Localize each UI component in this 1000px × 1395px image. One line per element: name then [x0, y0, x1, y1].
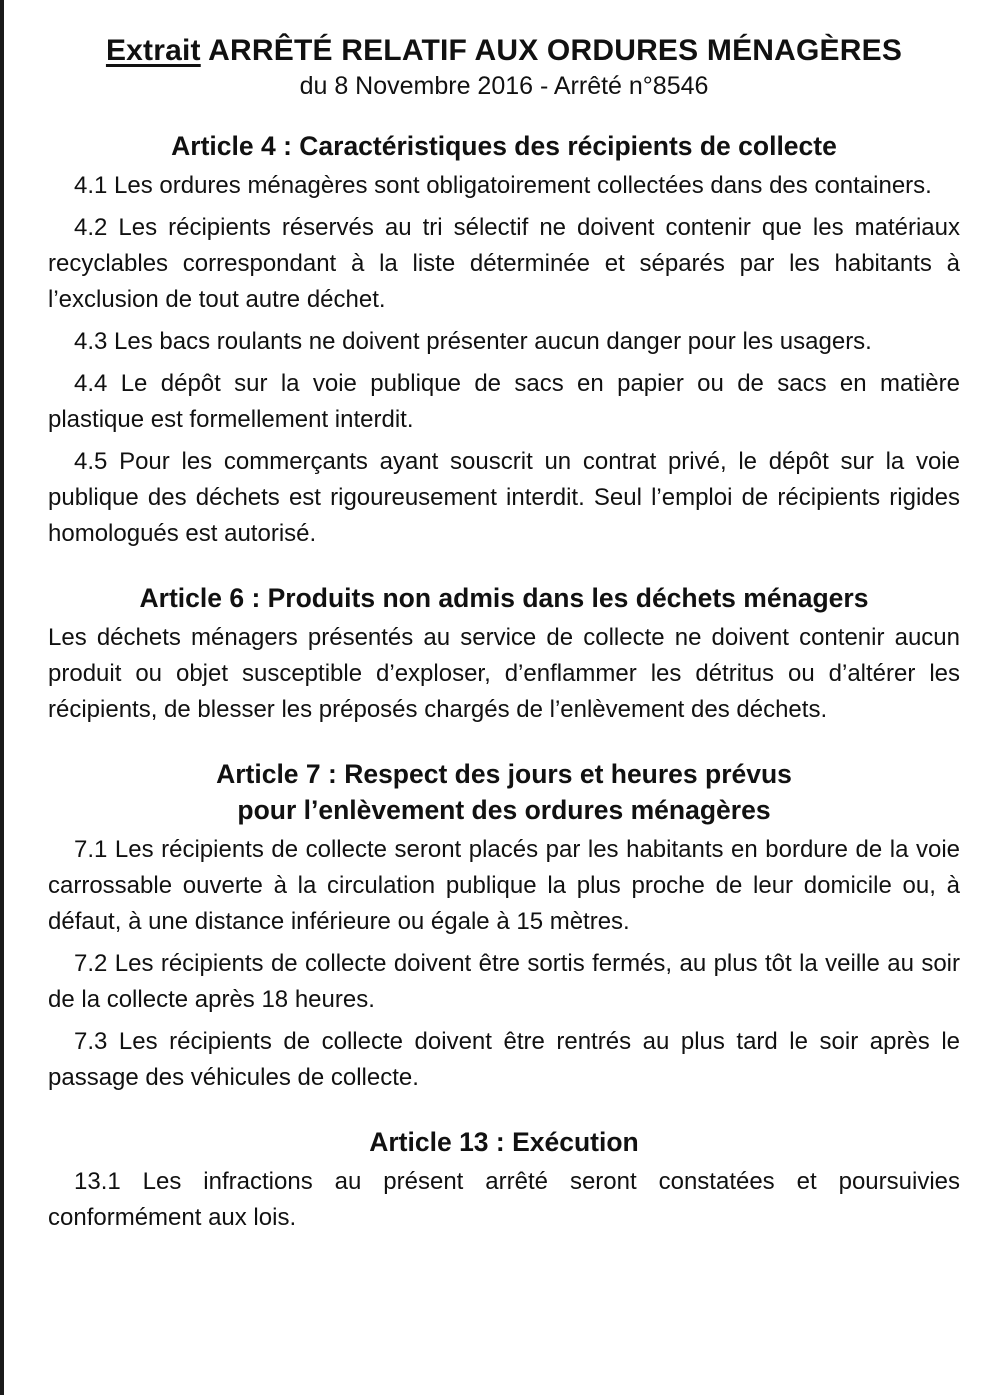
article-heading-line-2: pour l’enlèvement des ordures ménagères [237, 795, 771, 825]
paragraph-7-1: 7.1 Les récipients de collecte seront placés par les habitants en bordure de la voie carrossable ouverte à la circulation publique la plus proche de leur domicile ou, à défaut, à une distance inférieure ou égale à 15 mètres. [48, 836, 960, 935]
article-4 [48, 128, 960, 552]
paragraph-4-1: 4.1 Les ordures ménagères sont obligatoirement collectées dans des containers. [74, 172, 932, 199]
paragraph-4-4: 4.4 Le dépôt sur la voie publique de sacs en papier ou de sacs en matière plastique est formellement interdit. [48, 370, 960, 433]
article-heading-line-1: Article 7 : Respect des jours et heures prévus [216, 759, 792, 789]
article-heading [48, 756, 960, 828]
article-heading: Article 4 : Caractéristiques des récipients de collecte [171, 131, 837, 161]
left-border-line [0, 0, 4, 1395]
document-page [48, 32, 960, 1264]
paragraph-4-3: 4.3 Les bacs roulants ne doivent présenter aucun danger pour les usagers. [74, 328, 872, 355]
paragraph-4-2: 4.2 Les récipients réservés au tri sélectif ne doivent contenir que les matériaux recyclables correspondant à la liste déterminée et séparés par les habitants à l’exclusion de tout autre déchet. [48, 214, 960, 313]
document-header [48, 32, 960, 102]
article-7 [48, 756, 960, 1096]
paragraph-6: Les déchets ménagers présentés au service de collecte ne doivent contenir aucun produit ou objet susceptible d’exploser, d’enflammer les détritus ou d’altérer les récipients, de blesser les préposés chargés de l’enlèvement des déchets. [48, 624, 960, 723]
paragraph-7-2: 7.2 Les récipients de collecte doivent être sortis fermés, au plus tôt la veille au soir de la collecte après 18 heures. [48, 950, 960, 1013]
document-subtitle: du 8 Novembre 2016 - Arrêté n°8546 [299, 72, 709, 100]
paragraph-7-3: 7.3 Les récipients de collecte doivent être rentrés au plus tard le soir après le passage des véhicules de collecte. [48, 1028, 960, 1091]
title-prefix: Extrait [105, 34, 201, 67]
title-text: ARRÊTÉ RELATIF AUX ORDURES MÉNAGÈRES [208, 34, 903, 67]
article-6 [48, 580, 960, 728]
paragraph-4-5: 4.5 Pour les commerçants ayant souscrit un contrat privé, le dépôt sur la voie publique des déchets est rigoureusement interdit. Seul l’emploi de récipients rigides homologués est autorisé. [48, 448, 960, 547]
article-13 [48, 1124, 960, 1236]
paragraph-13-1: 13.1 Les infractions au présent arrêté seront constatées et poursuivies conformément aux lois. [48, 1168, 960, 1231]
article-heading: Article 6 : Produits non admis dans les déchets ménagers [139, 583, 869, 613]
document-title [48, 32, 960, 70]
article-heading: Article 13 : Exécution [369, 1127, 639, 1157]
